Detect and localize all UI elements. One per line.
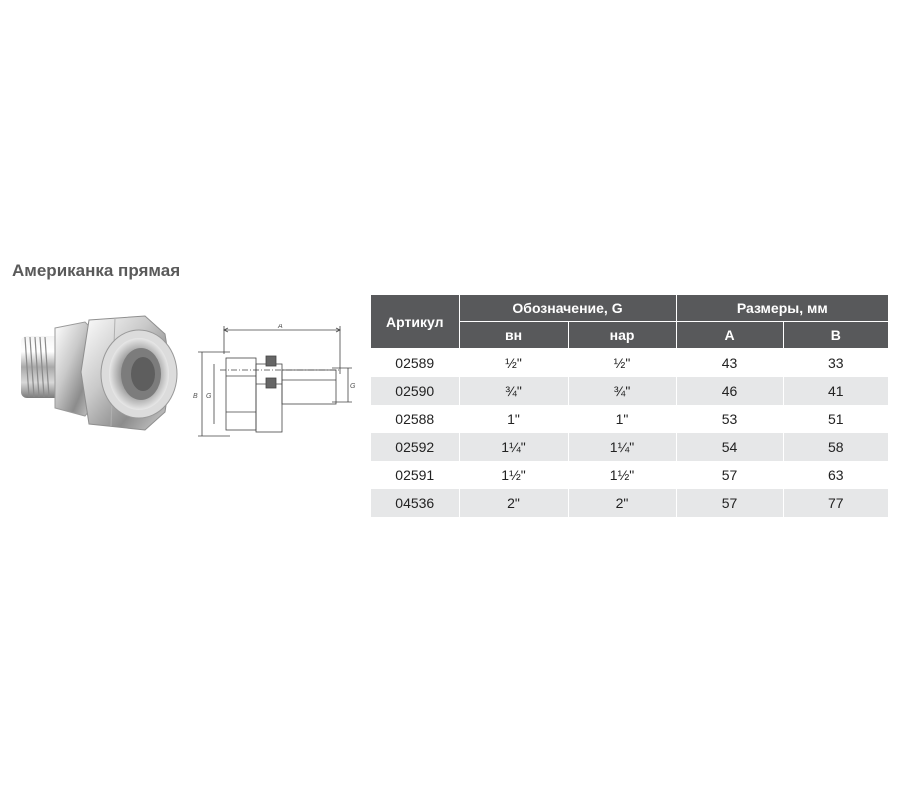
product-photo (15, 312, 185, 434)
cell-article: 02588 (371, 405, 459, 433)
dim-g-label-left: G (206, 393, 212, 400)
cell-vn: 1" (459, 405, 568, 433)
cell-nar: 1" (568, 405, 676, 433)
specification-table (371, 295, 888, 517)
cell-vn: ½" (459, 349, 568, 378)
header-b: B (783, 322, 888, 349)
cell-article: 02592 (371, 433, 459, 461)
cell-nar: ¾" (568, 377, 676, 405)
dim-a-label: A (278, 324, 283, 330)
cell-article: 02589 (371, 349, 459, 378)
page-title: Американка прямая (12, 261, 181, 280)
cell-a: 57 (676, 461, 783, 489)
cell-vn: 1½" (459, 461, 568, 489)
cell-nar: 1¼" (568, 433, 676, 461)
cell-b: 33 (783, 349, 888, 378)
cell-nar: ½" (568, 349, 676, 378)
cell-a: 46 (676, 377, 783, 405)
header-a: A (676, 322, 783, 349)
technical-drawing (190, 324, 360, 444)
table-row (371, 489, 888, 517)
header-article: Артикул (371, 295, 459, 349)
cell-a: 54 (676, 433, 783, 461)
table-row (371, 405, 888, 433)
cell-a: 53 (676, 405, 783, 433)
dim-g-label-right: G (350, 383, 356, 390)
cell-nar: 1½" (568, 461, 676, 489)
table-row (371, 433, 888, 461)
table-row (371, 377, 888, 405)
cell-article: 02591 (371, 461, 459, 489)
cell-b: 41 (783, 377, 888, 405)
cell-vn: 2" (459, 489, 568, 517)
header-designation: Обозначение, G (459, 295, 676, 322)
cell-b: 63 (783, 461, 888, 489)
dim-b-label: B (193, 393, 198, 400)
cell-b: 58 (783, 433, 888, 461)
header-nar: нар (568, 322, 676, 349)
header-sizes: Размеры, мм (676, 295, 888, 322)
cell-vn: ¾" (459, 377, 568, 405)
cell-article: 04536 (371, 489, 459, 517)
cell-a: 43 (676, 349, 783, 378)
header-vn: вн (459, 322, 568, 349)
cell-b: 51 (783, 405, 888, 433)
table-row (371, 461, 888, 489)
cell-a: 57 (676, 489, 783, 517)
cell-b: 77 (783, 489, 888, 517)
cell-nar: 2" (568, 489, 676, 517)
cell-vn: 1¼" (459, 433, 568, 461)
cell-article: 02590 (371, 377, 459, 405)
table-row (371, 349, 888, 378)
